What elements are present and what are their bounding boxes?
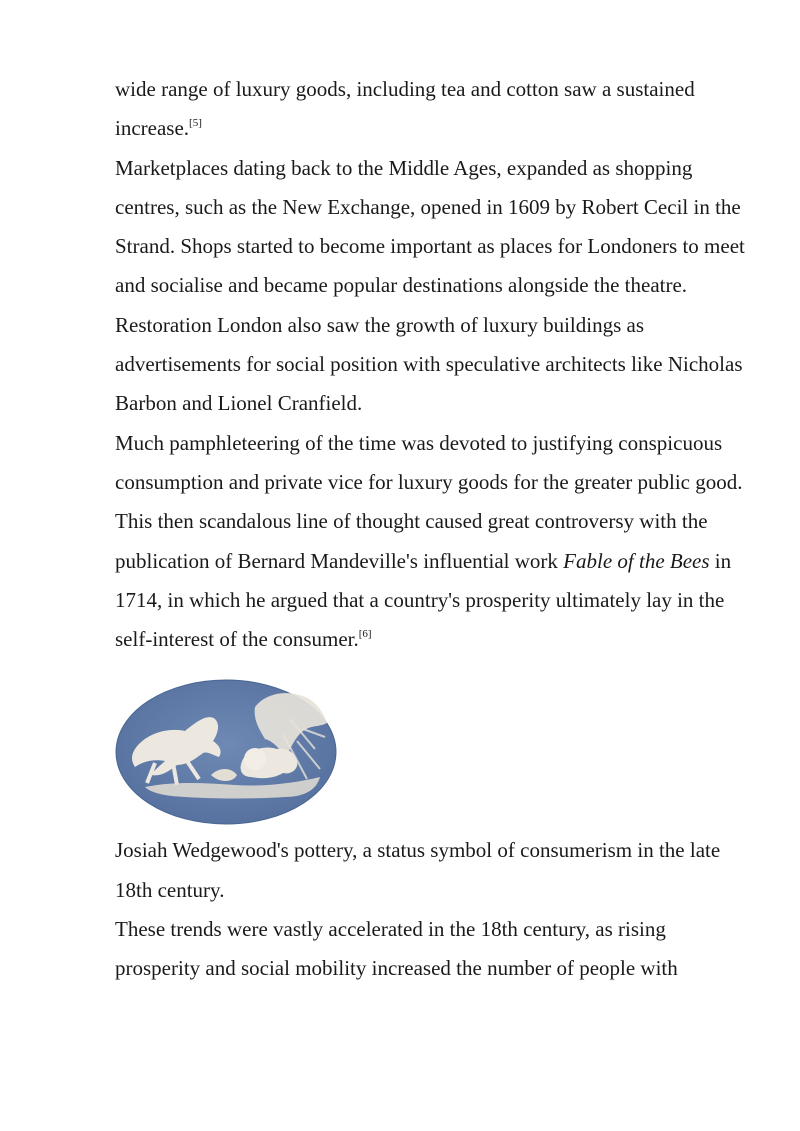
footnote-ref-5[interactable]: [5] bbox=[189, 117, 202, 130]
document-body bbox=[115, 70, 755, 989]
wedgwood-cameo-image bbox=[115, 679, 337, 825]
footnote-ref-6[interactable]: [6] bbox=[358, 628, 372, 641]
paragraph-18th-century: These trends were vastly accelerated in the 18th century, as rising prosperity and social mobility increased the number of people with bbox=[115, 917, 678, 981]
paragraph-luxury-goods bbox=[115, 70, 755, 149]
paragraph-text: in 1714, in which he argued that a country's prosperity ultimately lay in the self-interest of the consumer. bbox=[115, 548, 732, 652]
book-title: Fable of the Bees bbox=[563, 548, 710, 573]
paragraph-marketplaces: Marketplaces dating back to the Middle Ages, expanded as shopping centres, such as the New Exchange, opened in 1609 by Robert Cecil in the Strand. Shops started to become important as places for Londoners to meet and socialise and became popular destinations alongside the theatre. Restoration London also saw the growth of luxury buildings as advertisements for social position with speculative architects like Nicholas Barbon and Lionel Cranfield. bbox=[115, 155, 745, 416]
image-caption: Josiah Wedgewood's pottery, a status symbol of consumerism in the late 18th century. bbox=[115, 838, 721, 902]
paragraph-text: wide range of luxury goods, including tea and cotton saw a sustained increase. bbox=[115, 77, 695, 141]
lion-mane bbox=[244, 748, 266, 770]
paragraph-pamphleteering bbox=[115, 424, 755, 660]
paragraph-text: Much pamphleteering of the time was devoted to justifying conspicuous consumption and private vice for luxury goods for the greater public good. This then scandalous line of thought caused great controversy with the publication of Bernard Mandeville's influential work bbox=[115, 430, 743, 573]
cameo-illustration bbox=[115, 679, 337, 825]
